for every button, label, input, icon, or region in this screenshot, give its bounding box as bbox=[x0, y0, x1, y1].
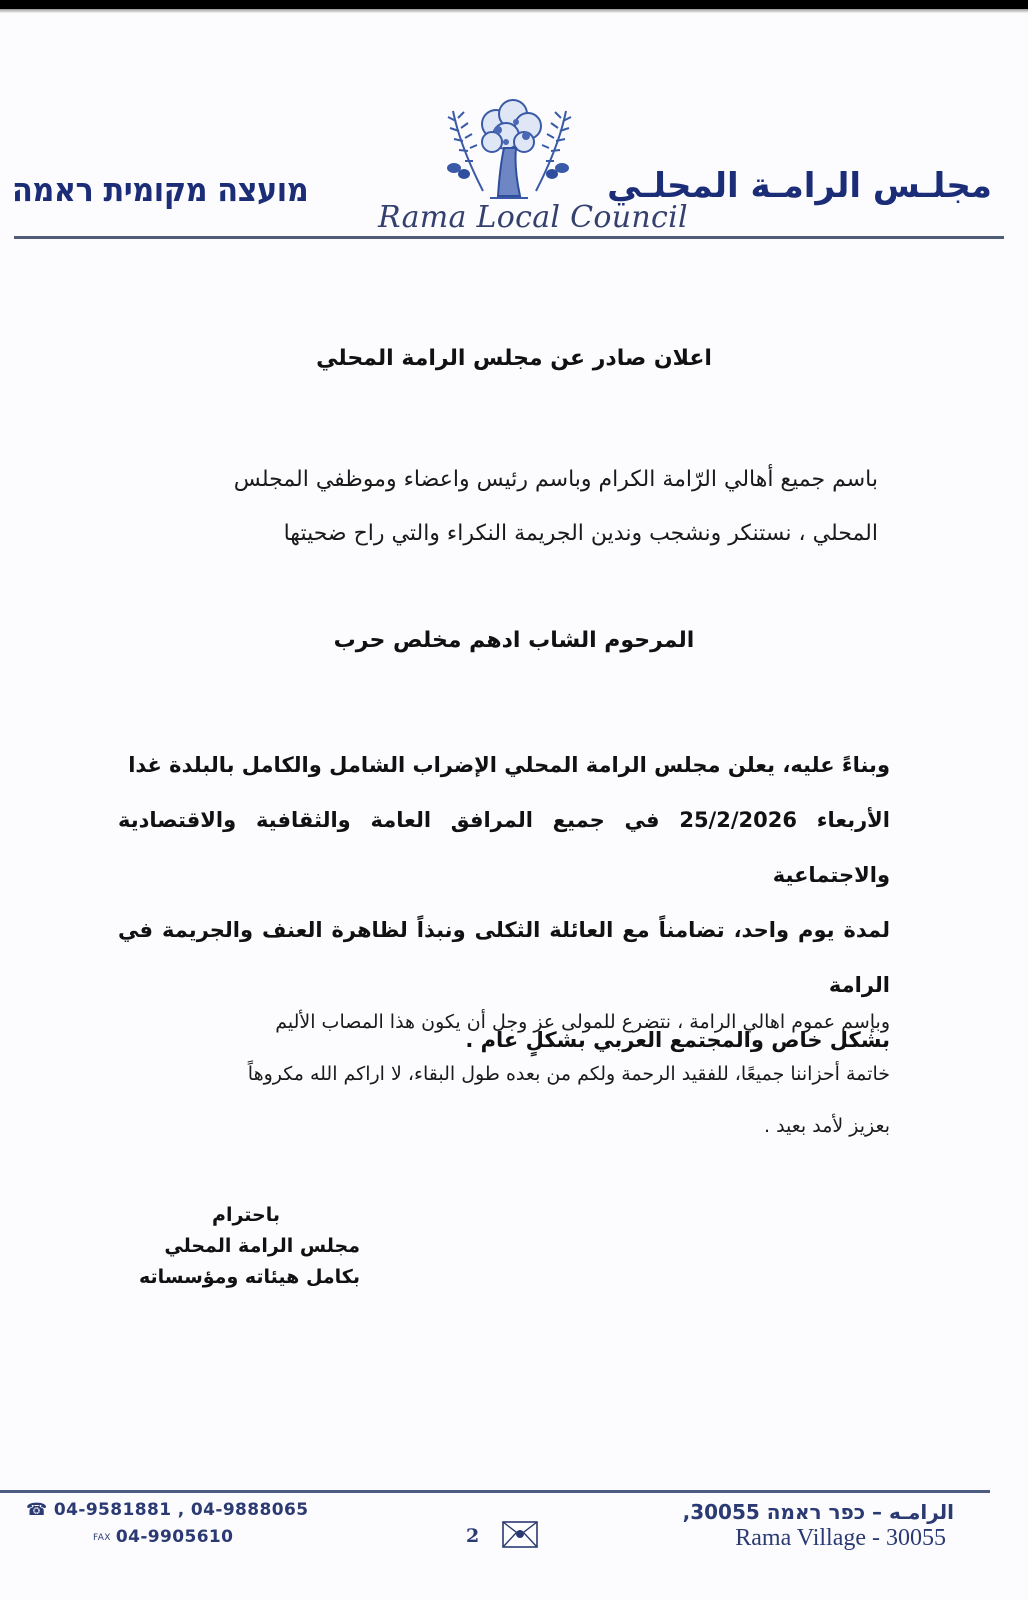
footer-divider bbox=[0, 1490, 990, 1493]
footer-address-english: Rama Village - 30055 bbox=[735, 1525, 946, 1551]
signoff-council: مجلس الرامة المحلي bbox=[164, 1235, 360, 1257]
letterhead-divider bbox=[14, 236, 1004, 239]
paragraph-line: بشكل خاص والمجتمع العربي بشكلٍ عام . bbox=[465, 1028, 890, 1052]
letterhead-arabic-name: مجلـس الرامـة المحلـي bbox=[607, 166, 992, 206]
paragraph-line: لمدة يوم واحد، تضامناً مع العائلة الثكلى ونبذاً لظاهرة العنف والجريمة في الرامة bbox=[118, 918, 890, 997]
paragraph-line: الأربعاء 25/2/2026 في جميع المرافق العامة والثقافية والاقتصادية والاجتماعية bbox=[118, 808, 890, 887]
letterhead-hebrew-name: מועצה מקומית ראמה bbox=[12, 170, 309, 209]
letterhead-english-name: Rama Local Council bbox=[378, 200, 688, 235]
signature-block bbox=[120, 1200, 360, 1293]
signoff-greeting: باحترام bbox=[212, 1204, 280, 1226]
prayer-paragraph bbox=[128, 996, 890, 1152]
fax-icon: FAX bbox=[93, 1533, 111, 1543]
announcement-title: اعلان صادر عن مجلس الرامة المحلي bbox=[316, 346, 712, 371]
phone-icon: ☎ bbox=[26, 1500, 48, 1520]
paragraph-line: باسم جميع أهالي الرّامة الكرام وباسم رئيس واعضاء وموظفي المجلس bbox=[233, 467, 878, 492]
top-black-bar bbox=[0, 0, 1028, 9]
po-box-number: 2 bbox=[466, 1525, 480, 1547]
paragraph-line: بعزيز لأمد بعيد . bbox=[763, 1115, 890, 1137]
condolence-paragraph bbox=[130, 453, 878, 561]
paragraph-line: وبإسم عموم اهالي الرامة ، نتضرع للمولى عز وجل أن يكون هذا المصاب الأليم bbox=[275, 1011, 890, 1033]
footer-phone-numbers bbox=[26, 1500, 308, 1520]
footer-address-local: الرامـه – כפר ראמה 30055, bbox=[682, 1500, 954, 1524]
signoff-bodies: بكامل هيئاته ومؤسساته bbox=[138, 1266, 360, 1288]
fax-number-text: 04-9905610 bbox=[115, 1527, 234, 1547]
envelope-icon bbox=[502, 1521, 538, 1548]
phone-numbers-text: 04-9581881 , 04-9888065 bbox=[53, 1500, 309, 1520]
paragraph-line: وبناءً عليه، يعلن مجلس الرامة المحلي الإضراب الشامل والكامل بالبلدة غدا bbox=[128, 753, 890, 777]
footer-fax bbox=[93, 1527, 233, 1547]
paragraph-line: المحلي ، نستنكر ونشجب وندين الجريمة النكراء والتي راح ضحيتها bbox=[283, 521, 878, 546]
deceased-name-line: المرحوم الشاب ادهم مخلص حرب bbox=[333, 628, 695, 653]
paragraph-line: خاتمة أحزاننا جميعًا، للفقيد الرحمة ولكم من بعده طول البقاء، لا اراكم الله مكروهاً bbox=[247, 1063, 890, 1085]
olive-tree-logo-icon bbox=[428, 96, 588, 206]
